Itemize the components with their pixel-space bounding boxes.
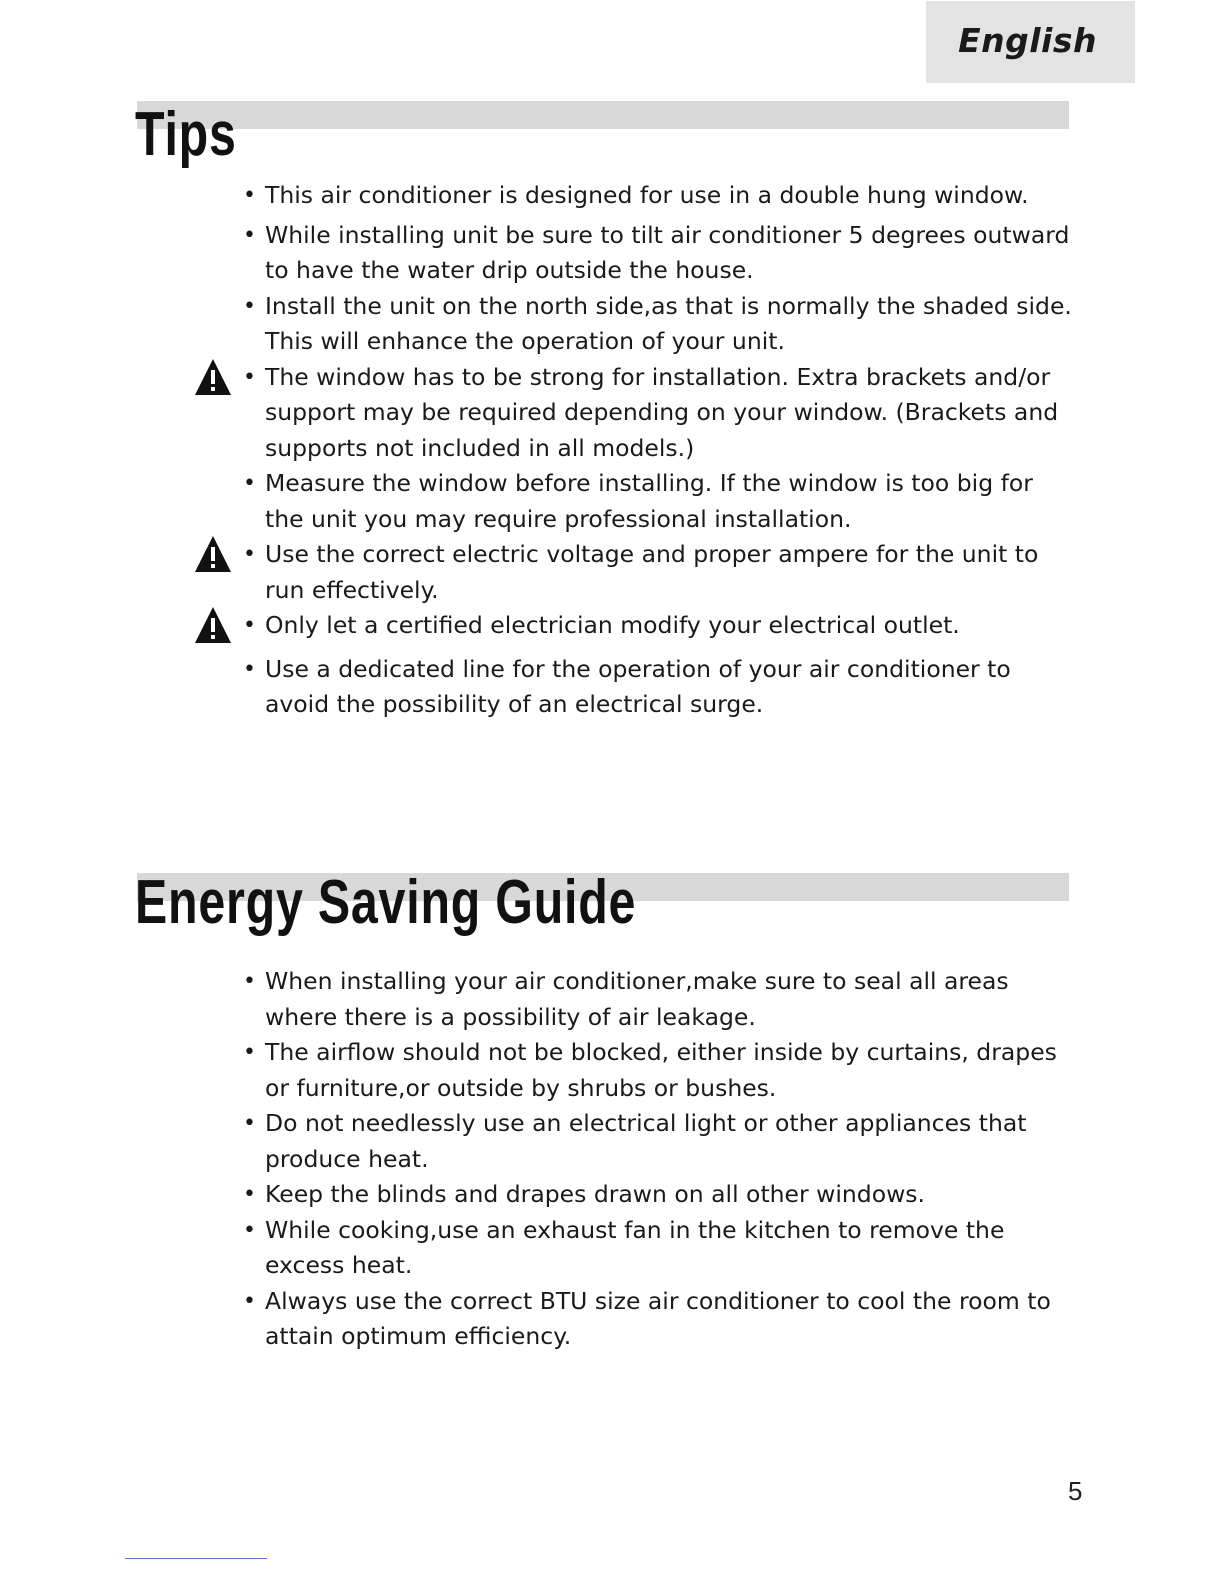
list-item-text: While cooking,use an exhaust fan in the kitchen to remove the excess heat. [265, 1215, 1005, 1279]
tips-title: Tips [135, 100, 237, 169]
bullet-dot-icon: • [243, 656, 256, 682]
list-item [243, 1177, 1073, 1213]
energy-title: Energy Saving Guide [135, 868, 637, 937]
tips-list [243, 178, 1073, 723]
list-item-text: Use the correct electric voltage and proper ampere for the unit to run effectively. [265, 540, 1039, 604]
bullet-dot-icon: • [243, 1040, 256, 1065]
list-item-text: When installing your air conditioner,make sure to seal all areas where there is a possibility of air leakage. [265, 967, 1009, 1031]
list-item [243, 218, 1073, 289]
bullet-dot-icon: • [243, 613, 256, 638]
bullet-dot-icon: • [243, 542, 256, 567]
bullet-dot-icon: • [243, 183, 256, 208]
energy-list [243, 964, 1073, 1355]
list-item-text: The airflow should not be blocked, either inside by curtains, drapes or furniture,or outside by shrubs or bushes. [265, 1038, 1057, 1102]
list-item [243, 652, 1073, 723]
list-item-text: Do not needlessly use an electrical light or other appliances that produce heat. [265, 1109, 1027, 1173]
list-item [243, 360, 1073, 467]
list-item [243, 537, 1073, 608]
list-item-text: Keep the blinds and drapes drawn on all other windows. [265, 1180, 926, 1208]
list-item-text: Use a dedicated line for the operation of your air conditioner to avoid the possibility of an electrical surge. [265, 654, 1011, 718]
list-item [243, 466, 1073, 537]
bullet-dot-icon: • [243, 364, 256, 390]
tips-section-bar [137, 101, 1069, 129]
page-number: 5 [1068, 1476, 1083, 1506]
bullet-dot-icon: • [243, 969, 256, 994]
bullet-dot-icon: • [243, 1182, 256, 1207]
warning-triangle-icon [193, 605, 233, 645]
bullet-dot-icon: • [243, 471, 256, 496]
bullet-dot-icon: • [243, 1111, 256, 1136]
list-item [243, 289, 1073, 360]
bullet-dot-icon: • [243, 293, 256, 319]
warning-triangle-icon [193, 357, 233, 397]
list-item-text: Install the unit on the north side,as that is normally the shaded side. This will enhance the operation of your unit. [265, 291, 1072, 355]
bullet-dot-icon: • [243, 222, 256, 248]
list-item [243, 1106, 1073, 1177]
list-item-text: While installing unit be sure to tilt air conditioner 5 degrees outward to have the water drip outside the house. [265, 220, 1070, 284]
list-item [243, 178, 1073, 214]
warning-triangle-icon [193, 534, 233, 574]
list-item-text: The window has to be strong for installation. Extra brackets and/or support may be required depending on your window. (Brackets and supports not included in all models.) [265, 362, 1059, 462]
list-item [243, 608, 1073, 644]
list-item [243, 1035, 1073, 1106]
list-item-text: This air conditioner is designed for use in a double hung window. [265, 181, 1029, 209]
list-item-text: Measure the window before installing. If the window is too big for the unit you may require professional installation. [265, 469, 1033, 533]
bullet-dot-icon: • [243, 1288, 256, 1314]
language-tab [926, 1, 1135, 83]
language-label: English [958, 21, 1097, 60]
list-item [243, 1213, 1073, 1284]
footer-rule [125, 1558, 267, 1559]
list-item-text: Only let a certified electrician modify your electrical outlet. [265, 611, 960, 639]
list-item-text: Always use the correct BTU size air conditioner to cool the room to attain optimum efficiency. [265, 1286, 1051, 1350]
bullet-dot-icon: • [243, 1217, 256, 1243]
list-item [243, 964, 1073, 1035]
list-item [243, 1284, 1073, 1355]
